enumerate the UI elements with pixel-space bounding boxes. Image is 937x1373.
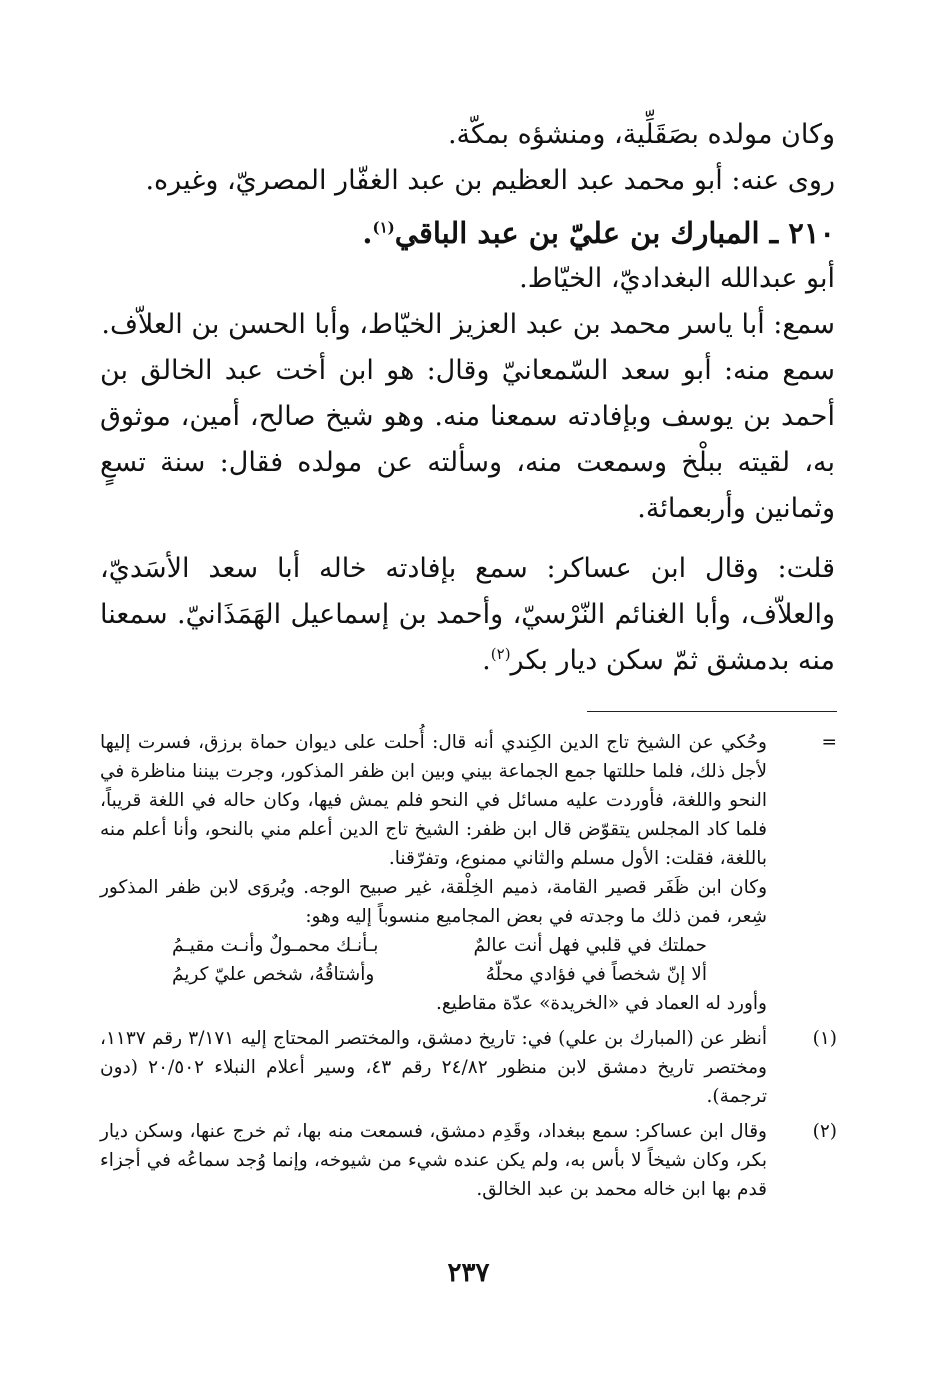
- verse-1-second-hemistich: بـأنـك محمـولٌ وأنـت مقيـمُ: [172, 935, 379, 956]
- footnote-2: [100, 1117, 837, 1204]
- paragraph-heard: سمع: أبا ياسر محمد بن عبد العزيز الخيّاط، وأبا الحسن بن العلاّف.: [101, 309, 835, 340]
- page-number: ٢٣٧: [447, 1258, 490, 1288]
- continuation-mark: =: [821, 732, 837, 753]
- main-text: [100, 112, 837, 684]
- paragraph-narrators: روى عنه: أبو محمد عبد العظيم بن عبد الغفّار المصريّ، وغيره.: [145, 165, 835, 196]
- verse-2-first-hemistich: ألا إنّ شخصاً في فؤادي محلّهُ: [485, 964, 707, 985]
- continuation-paragraph-3: وأورد له العماد في «الخريدة» عدّة مقاطيع.: [435, 993, 767, 1014]
- verse-1-first-hemistich: حملتك في قلبي فهل أنت عالمٌ: [473, 935, 707, 956]
- verse-line-1: [100, 931, 767, 960]
- entry-heading: [100, 210, 837, 256]
- footnote-2-text: وقال ابن عساكر: سمع ببغداد، وقَدِم دمشق، فسمعت منه بها، ثم خرج عنها، وسكن ديار بكر، وكان شيخاً لا بأس به، ولم يكن عنده شيء من شيوخه، وإنما وُجد سماعُه في أجزاء قدم بها ابن خاله محمد بن عبد الخالق.: [100, 1121, 767, 1200]
- verse-line-2: [100, 960, 767, 989]
- verse-2-second-hemistich: وأشتاقُهُ، شخص عليّ كريمُ: [172, 964, 375, 985]
- paragraph-birthplace: وكان مولده بصَقَلِّية، ومنشؤه بمكّة.: [447, 119, 835, 150]
- paragraph-ibn-asakir-text: قلت: وقال ابن عساكر: سمع بإفادته خاله أبا سعد الأسَديّ، والعلاّف، وأبا الغنائم النّرْسيّ، وأحمد بن إسماعيل الهَمَذَانيّ. سمعنا منه بدمشق ثمّ سكن ديار بكر: [100, 553, 835, 676]
- paragraph-ibn-asakir-end: .: [482, 645, 491, 676]
- continuation-paragraph-1: وحُكي عن الشيخ تاج الدين الكِندي أنه قال: أُحلت على ديوان حماة برزق، فسرت إليها لأجل ذلك، فلما حللتها جمع الجماعة بيني وبين ابن ظفر المذكور، وجرت بيننا مناظرة في النحو واللغة، فأوردت عليه مسائل في النحو فلم يمش فيها، وكان حاله في اللغة قريباً، فلما كاد المجلس يتقوّض قال ابن ظفر: الشيخ تاج الدين أعلم مني بالنحو، وأنا أعلم منه باللغة، فقلت: الأول مسلم والثاني ممنوع، وتفرّقنا.: [100, 732, 767, 869]
- footnote-1-text: أنظر عن (المبارك بن علي) في: تاريخ دمشق، والمختصر المحتاج إليه ٣/١٧١ رقم ١١٣٧، ومختصر تاريخ دمشق لابن منظور ٢٤/٨٢ رقم ٤٣، وسير أعلام النبلاء ٢٠/٥٠٢ (دون ترجمة).: [100, 1028, 767, 1107]
- footnote-ref-2: (٢): [490, 645, 511, 663]
- footnote-continuation: [100, 728, 837, 1018]
- entry-title-end: .: [362, 216, 373, 250]
- footnote-2-number: (٢): [812, 1121, 837, 1142]
- continuation-body: [100, 728, 767, 1018]
- paragraph-heard-from-him: سمع منه: أبو سعد السّمعانيّ وقال: هو ابن أخت عبد الخالق بن أحمد بن يوسف وبإفادته سمعنا منه. وهو شيخ صالح، أمين، موثوق به، لقيته ببلْخ وسمعت منه، وسألته عن مولده فقال: سنة تسعٍ وثمانين وأربعمائة.: [100, 355, 835, 524]
- paragraph-ibn-asakir: [100, 546, 837, 684]
- footnote-1-number: (١): [812, 1028, 837, 1049]
- footnote-separator: [587, 711, 837, 712]
- footnote-1: [100, 1024, 837, 1111]
- spacer: [100, 532, 837, 546]
- continuation-paragraph-2: وكان ابن ظَفَر قصير القامة، ذميم الخِلْقة، غير صبيح الوجه. ويُروَى لابن ظفر المذكور شِعر، فمن ذلك ما وجدته في بعض المجاميع منسوباً إليه وهو:: [100, 877, 767, 927]
- footnotes: [100, 728, 837, 1204]
- footnote-ref-1: (١): [372, 218, 395, 237]
- paragraph-kunya: أبو عبدالله البغداديّ، الخيّاط.: [519, 263, 835, 294]
- entry-title: ٢١٠ ـ المبارك بن عليّ بن عبد الباقي: [394, 216, 835, 250]
